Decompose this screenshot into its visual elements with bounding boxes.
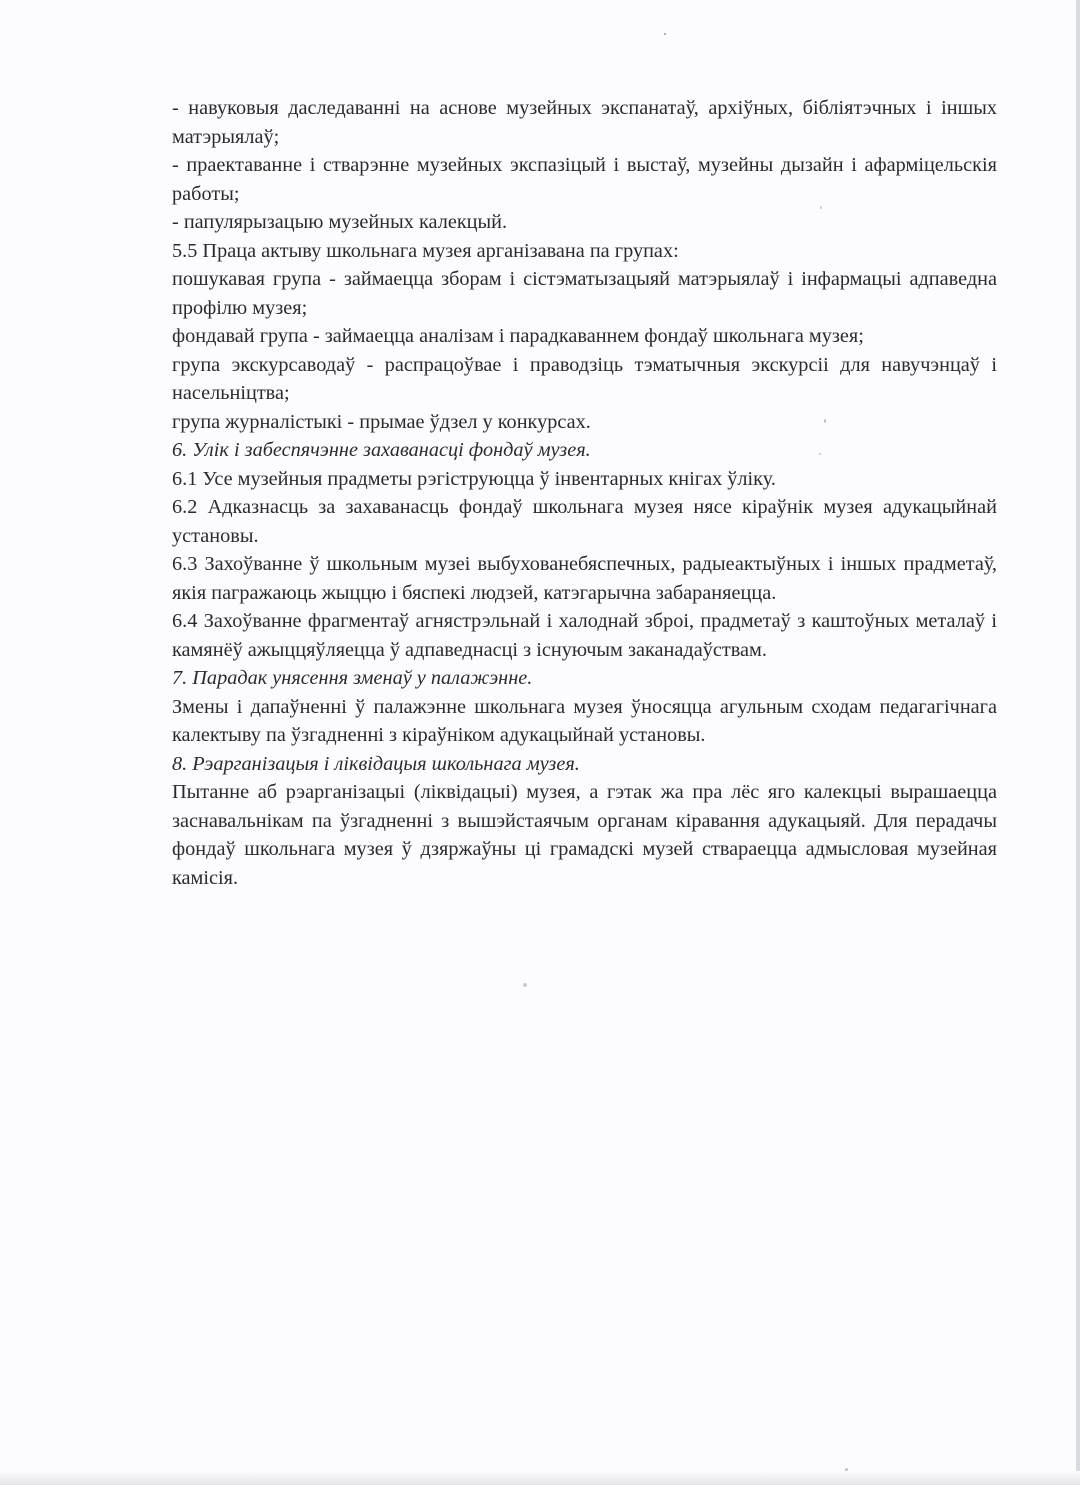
clause-8-body: Пытанне аб рэарганізацыі (ліквідацыі) музея, а гэтак жа пра лёс яго калекцыі вырашаецца заснавальнікам па ўзгадненні з вышэйстаячым органам кіравання адукацыяй. Для перадачы фондаў школьнага музея ў дзяржаўны ці грамадскі музей ствараецца адмысловая музейная камісія. bbox=[172, 781, 997, 889]
group-search: пошукавая група - займаецца зборам і сістэматызацыяй матэрыялаў і інфармацыі адпаведна профілю музея; bbox=[172, 268, 997, 319]
scan-speck bbox=[819, 453, 821, 455]
clause-6-1: 6.1 Усе музейныя прадметы рэгіструюцца ў інвентарных кнігах ўліку. bbox=[172, 467, 776, 490]
section-heading-6: 6. Улік і забеспячэнне захаванасці фондаў музея. bbox=[172, 439, 591, 461]
clause-5-5: 5.5 Праца актыву школьнага музея арганізавана па групах: bbox=[172, 239, 679, 262]
document-text bbox=[172, 94, 997, 892]
scan-speck bbox=[523, 983, 527, 987]
group-guides: група экскурсаводаў - распрацоўвае і праводзіць тэматычныя экскурсіі для навучэнцаў і насельніцтва; bbox=[172, 353, 997, 404]
clause-6-4: 6.4 Захоўванне фрагментаў агнястрэльнай і халоднай зброі, прадметаў з каштоўных металаў і камянёў ажыццяўляецца ў адпаведнасці з існуючым заканадаўствам. bbox=[172, 610, 997, 661]
list-item-design: - праектаванне і стварэнне музейных экспазіцый і выстаў, музейны дызайн і афарміцельскія работы; bbox=[172, 154, 997, 205]
clause-6-2: 6.2 Адказнасць за захаванасць фондаў школьнага музея нясе кіраўнік музея адукацыйнай установы. bbox=[172, 496, 997, 547]
scan-speck bbox=[824, 419, 826, 423]
group-journalism: група журналістыкі - прымае ўдзел у конкурсах. bbox=[172, 410, 591, 433]
section-heading-7: 7. Парадак унясення зменаў у палажэнне. bbox=[172, 667, 533, 689]
list-item-popularization: - папулярызацыю музейных калекцый. bbox=[172, 211, 508, 233]
list-item-research: - навуковыя даследаванні на аснове музейных экспанатаў, архіўных, бібліятэчных і іншых матэрыялаў; bbox=[172, 97, 997, 148]
scan-speck bbox=[664, 33, 666, 35]
scan-edge-bottom bbox=[0, 1471, 1080, 1485]
scan-edge-right bbox=[1076, 0, 1080, 1485]
clause-7-body: Змены і дапаўненні ў палажэнне школьнага музея ўносяцца агульным сходам педагагічнага калектыву па ўзгадненні з кіраўніком адукацыйнай установы. bbox=[172, 695, 997, 746]
clause-6-3: 6.3 Захоўванне ў школьным музеі выбухованебяспечных, радыеактыўных і іншых прадметаў, якія пагражаюць жыццю і бяспекі людзей, катэгарычна забараняецца. bbox=[172, 553, 997, 604]
group-fund: фондавай група - займаецца аналізам і парадкаваннем фондаў школьнага музея; bbox=[172, 325, 864, 347]
section-heading-8: 8. Рэарганізацыя і ліквідацыя школьнага музея. bbox=[172, 752, 580, 775]
scan-speck bbox=[820, 206, 822, 209]
